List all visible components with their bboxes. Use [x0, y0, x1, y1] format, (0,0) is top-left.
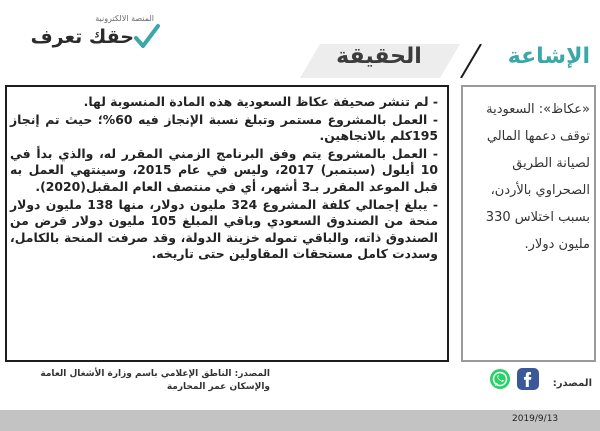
rumor-heading: الإشاعة	[507, 44, 590, 69]
truth-paragraph: - لم تنشر صحيفة عكاظ السعودية هذه المادة المنسوبة لها.	[83, 94, 438, 109]
header-divider	[455, 44, 485, 78]
footer-bar	[0, 410, 600, 431]
rumor-source-label: المصدر:	[552, 378, 592, 389]
truth-paragraph: - العمل بالمشروع يتم وفق البرنامج الزمني المقرر له، والذي بدأ في 10 أيلول (سبتمبر) 2017، وليس في عام 2015، وسينتهي العمل به قبل الموعد المقرر بـ3 أشهر، أي في منتصف العام المقبل(2020).	[10, 145, 438, 194]
logo-subtitle: المنصة الالكترونية	[95, 14, 154, 23]
publish-date: 2019/9/13	[512, 414, 559, 424]
logo-title: حقك تعرف	[30, 26, 134, 48]
logo	[24, 8, 156, 58]
whatsapp-icon[interactable]	[489, 368, 511, 390]
truth-text	[10, 94, 438, 264]
truth-paragraph: - يبلغ إجمالي كلفة المشروع 324 مليون دولار، منها 138 مليون دولار منحة من الصندوق السعودي وباقي المبلغ 105 مليون دولار قرض من الصندوق ذاته، والباقي تموله خزينة الدولة، وقد صرفت المنحة بالكامل، وسددت كامل مستحقات المقاولين حتى تاريخه.	[10, 196, 439, 262]
checkmark-icon	[132, 22, 160, 52]
truth-source: المصدر: الناطق الإعلامي باسم وزارة الأشغال العامة والإسكان عمر المحارمة	[40, 369, 270, 392]
rumor-text: «عكاظ»: السعودية توقف دعمها المالي لصيانة الطريق الصحراوي بالأردن، بسبب اختلاس 330 مليون دولار.	[485, 102, 590, 252]
facebook-icon[interactable]	[517, 368, 539, 390]
truth-paragraph: - العمل بالمشروع مستمر وتبلغ نسبة الإنجاز فيه 60%؛ حيث تم إنجاز 195كلم بالاتجاهين.	[10, 111, 438, 144]
truth-heading: الحقيقة	[336, 44, 422, 69]
